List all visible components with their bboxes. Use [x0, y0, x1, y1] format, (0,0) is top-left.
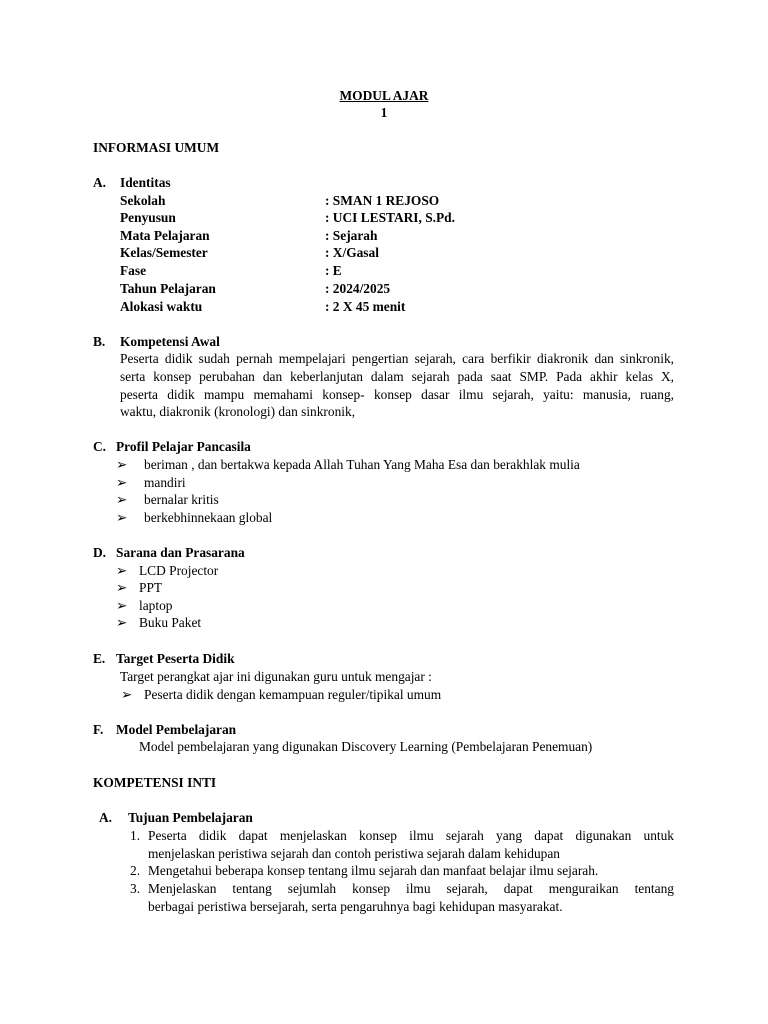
arrow-bullet-icon: ➢	[116, 492, 128, 507]
identity-label: Tahun Pelajaran	[120, 281, 216, 296]
paragraph-line: waktu, diakronik (kronologi) dan sinkronik,	[120, 404, 356, 419]
identity-value: : Sejarah	[325, 228, 378, 243]
identity-label: Fase	[120, 263, 147, 278]
list-item: Buku Paket	[139, 615, 202, 630]
list-item: beriman , dan bertakwa kepada Allah Tuhan Yang Maha Esa dan berakhlak mulia	[144, 457, 580, 472]
identity-value: : SMAN 1 REJOSO	[325, 193, 440, 208]
section-a-marker: A.	[93, 175, 107, 190]
identity-label: Kelas/Semester	[120, 245, 208, 260]
list-item: Mengetahui beberapa konsep tentang ilmu sejarah dan manfaat belajar ilmu sejarah.	[148, 863, 599, 878]
list-item: berkebhinnekaan global	[144, 510, 273, 525]
list-item: LCD Projector	[139, 563, 219, 578]
arrow-bullet-icon: ➢	[121, 687, 133, 702]
section-e-heading: Target Peserta Didik	[116, 651, 235, 666]
heading-kompetensi-inti: KOMPETENSI INTI	[93, 775, 217, 790]
identity-value: : E	[325, 263, 342, 278]
arrow-bullet-icon: ➢	[116, 615, 128, 630]
list-item: menjelaskan peristiwa sejarah dan contoh peristiwa sejarah dalam kehidupan	[148, 846, 560, 861]
section-d-marker: D.	[93, 545, 107, 560]
list-number: 1.	[130, 828, 141, 843]
arrow-bullet-icon: ➢	[116, 457, 128, 472]
paragraph-line: peserta didik mampu memahami konsep- konsep dasar ilmu sejarah, yaitu: manusia, ruang,	[120, 387, 674, 402]
section-e-intro: Target perangkat ajar ini digunakan guru untuk mengajar :	[120, 669, 432, 684]
arrow-bullet-icon: ➢	[116, 510, 128, 525]
heading-informasi-umum: INFORMASI UMUM	[93, 140, 220, 155]
arrow-bullet-icon: ➢	[116, 475, 128, 490]
list-item: Menjelaskan tentang sejumlah konsep ilmu sejarah, dapat menguraikan tentang	[148, 881, 674, 896]
list-item: Peserta didik dapat menjelaskan konsep ilmu sejarah yang dapat digunakan untuk	[148, 828, 674, 843]
tujuan-heading: Tujuan Pembelajaran	[128, 810, 253, 825]
list-item: bernalar kritis	[144, 492, 219, 507]
section-d-heading: Sarana dan Prasarana	[116, 545, 245, 560]
section-f-text: Model pembelajaran yang digunakan Discovery Learning (Pembelajaran Penemuan)	[139, 739, 593, 754]
list-item: laptop	[139, 598, 173, 613]
identity-value: : X/Gasal	[325, 245, 379, 260]
identity-value: : 2 X 45 menit	[325, 299, 406, 314]
arrow-bullet-icon: ➢	[116, 563, 128, 578]
section-b-heading: Kompetensi Awal	[120, 334, 220, 349]
list-item: PPT	[139, 580, 163, 595]
identity-label: Alokasi waktu	[120, 299, 203, 314]
identity-label: Sekolah	[120, 193, 166, 208]
paragraph-line: Peserta didik sudah pernah mempelajari pengertian sejarah, cara berfikir diakronik dan sinkronik,	[120, 351, 674, 366]
section-c-heading: Profil Pelajar Pancasila	[116, 439, 251, 454]
section-f-marker: F.	[93, 722, 104, 737]
identity-value: : UCI LESTARI, S.Pd.	[325, 210, 455, 225]
list-item: mandiri	[144, 475, 186, 490]
list-item: Peserta didik dengan kemampuan reguler/tipikal umum	[144, 687, 442, 702]
document-title: MODUL AJAR	[339, 88, 429, 103]
section-a-heading: Identitas	[120, 175, 171, 190]
identity-value: : 2024/2025	[325, 281, 391, 296]
list-number: 3.	[130, 881, 141, 896]
section-e-marker: E.	[93, 651, 106, 666]
section-b-marker: B.	[93, 334, 106, 349]
arrow-bullet-icon: ➢	[116, 580, 128, 595]
list-number: 2.	[130, 863, 141, 878]
paragraph-line: serta konsep perubahan dan keberlanjutan dalam sejarah pada saat SMP. Pada akhir kelas X,	[120, 369, 674, 384]
section-c-marker: C.	[93, 439, 107, 454]
arrow-bullet-icon: ➢	[116, 598, 128, 613]
section-f-heading: Model Pembelajaran	[116, 722, 237, 737]
list-item: berbagai peristiwa bersejarah, serta pengaruhnya bagi kehidupan masyarakat.	[148, 899, 563, 914]
tujuan-marker: A.	[99, 810, 113, 825]
identity-label: Penyusun	[120, 210, 176, 225]
identity-label: Mata Pelajaran	[120, 228, 210, 243]
document-subtitle: 1	[380, 105, 388, 120]
